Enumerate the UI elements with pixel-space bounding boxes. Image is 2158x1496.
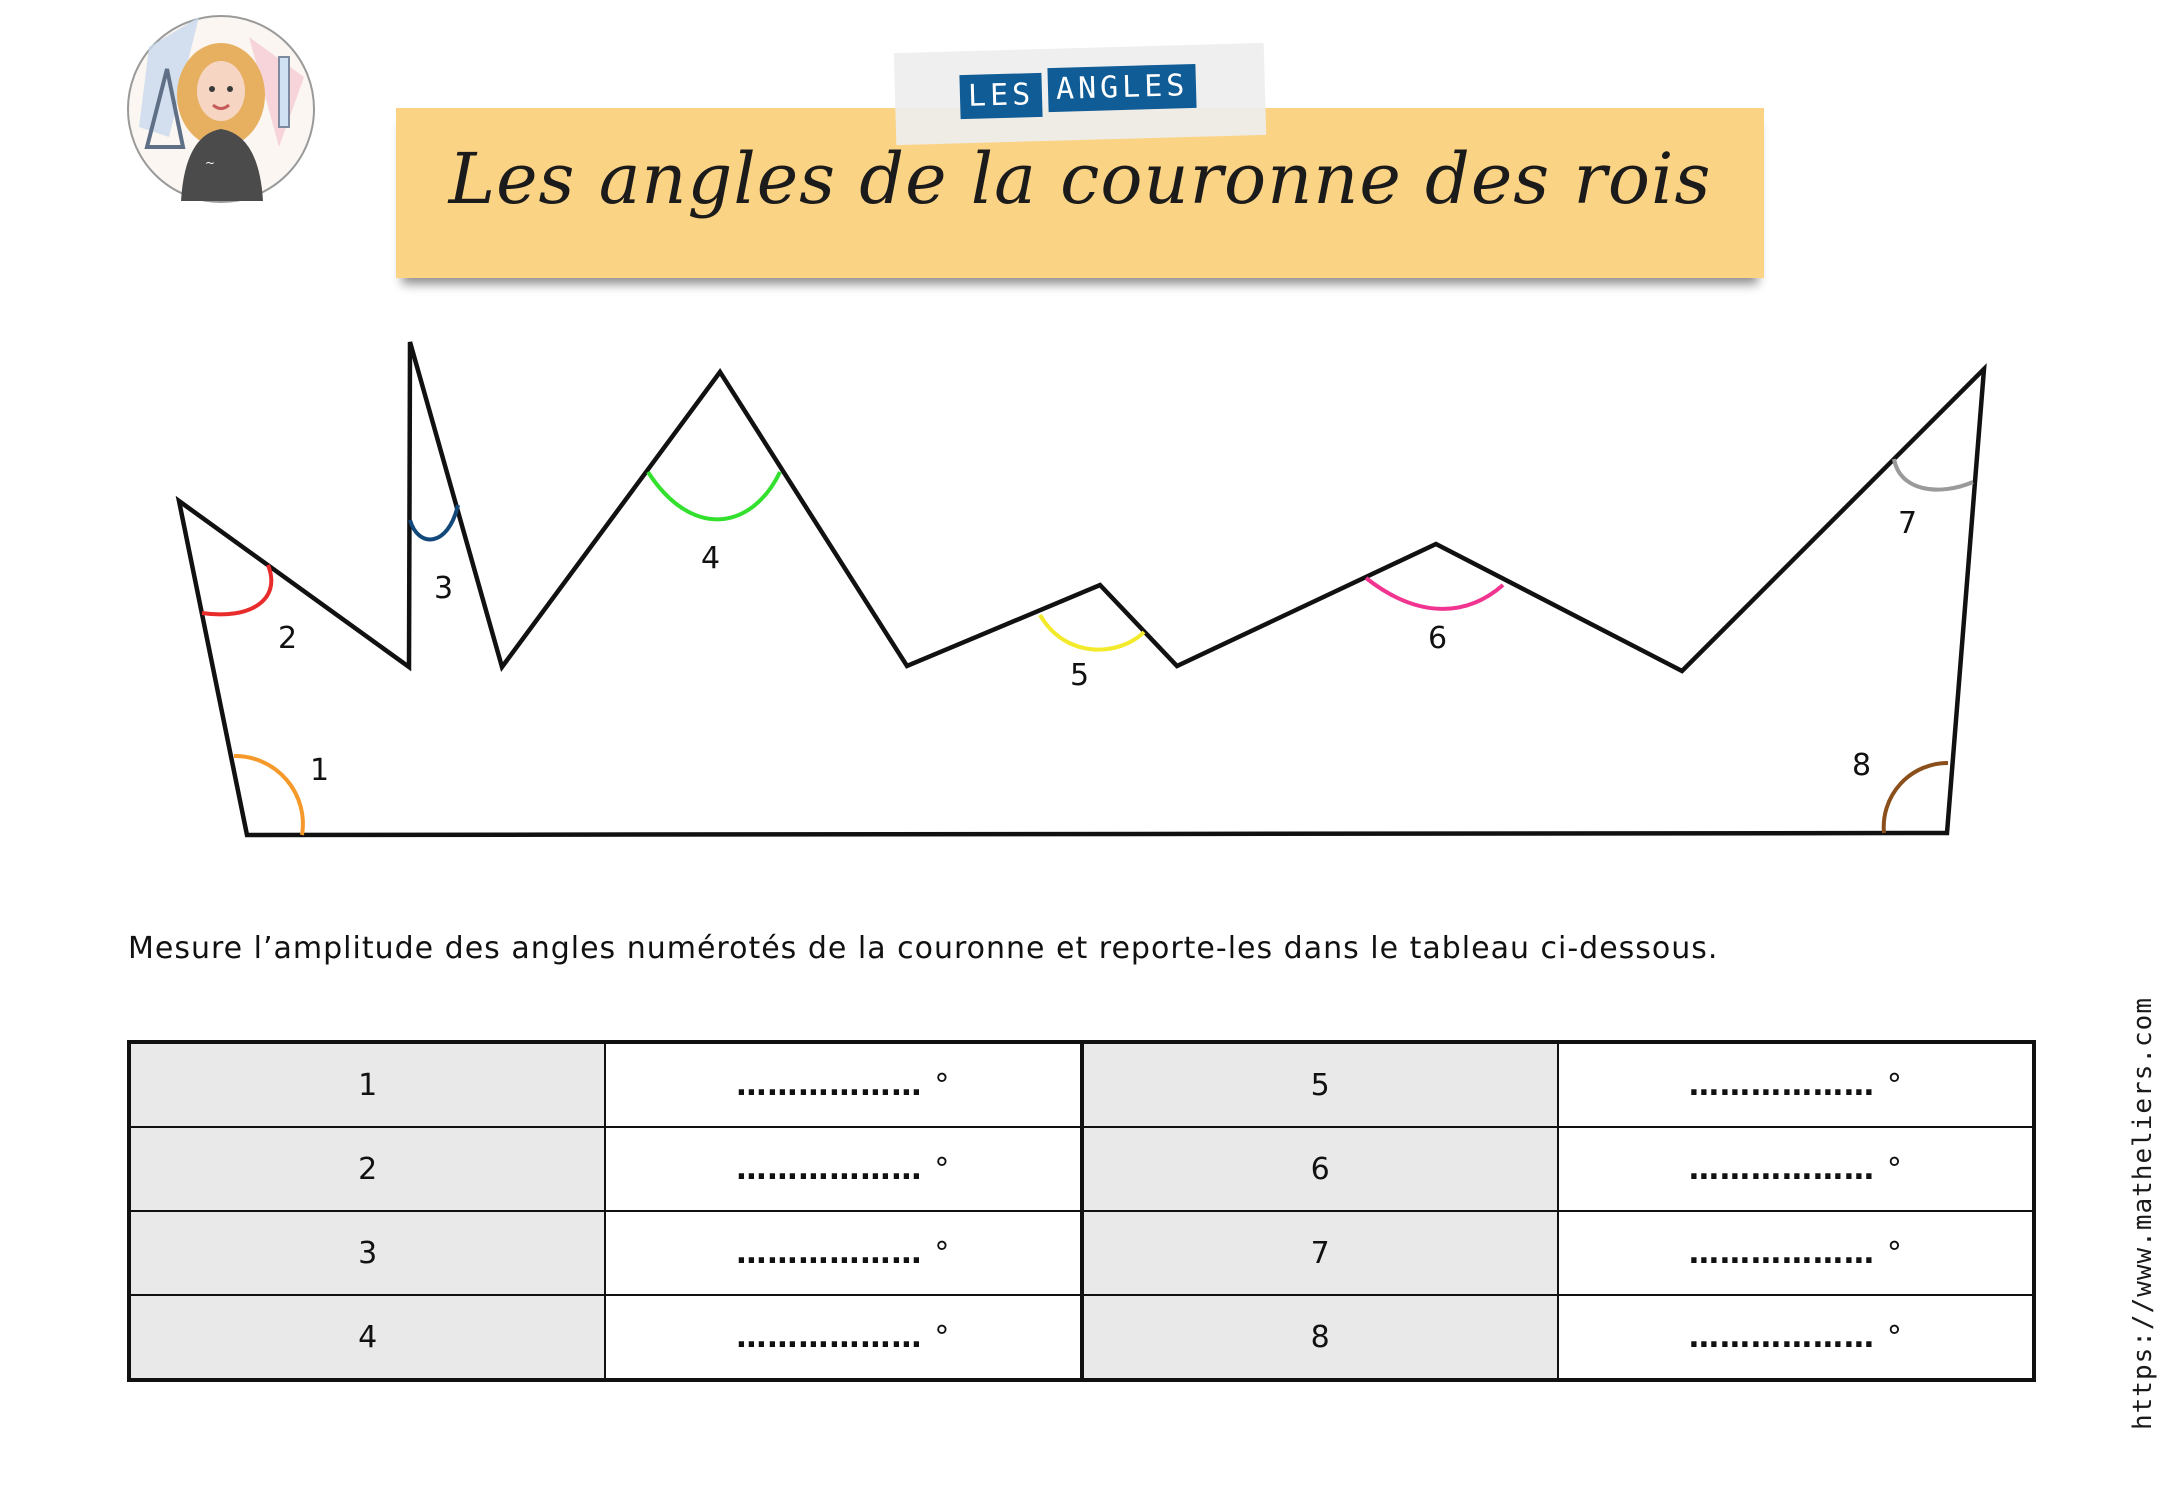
angle-number-cell: 3 (129, 1211, 605, 1295)
answer-blank: ……………… (736, 1235, 923, 1271)
angle-arc-7 (1894, 459, 1973, 490)
answer-blank: ……………… (1688, 1067, 1875, 1103)
degree-symbol: ° (1886, 1151, 1902, 1187)
answer-cell[interactable] (1558, 1127, 2034, 1211)
section-tag-word: LES (959, 73, 1042, 119)
degree-symbol: ° (934, 1319, 950, 1355)
answer-blank: ……………… (736, 1319, 923, 1355)
angle-arc-3 (410, 505, 458, 539)
angle-arc-2 (202, 565, 271, 614)
answer-cell[interactable] (605, 1295, 1081, 1380)
answer-cell[interactable] (1558, 1211, 2034, 1295)
angle-number-cell: 8 (1082, 1295, 1558, 1380)
degree-symbol: ° (934, 1151, 950, 1187)
degree-symbol: ° (1886, 1067, 1902, 1103)
answer-cell[interactable] (605, 1042, 1081, 1127)
degree-symbol: ° (1886, 1319, 1902, 1355)
angle-label-6: 6 (1428, 621, 1448, 656)
angle-label-2: 2 (278, 621, 298, 656)
angle-label-3: 3 (434, 571, 454, 606)
answer-cell[interactable] (1558, 1295, 2034, 1380)
angle-arc-4 (648, 472, 780, 519)
angle-number-cell: 5 (1082, 1042, 1558, 1127)
answer-cell[interactable] (1558, 1042, 2034, 1127)
table-row (129, 1295, 2034, 1380)
section-tag-word: ANGLES (1047, 64, 1197, 112)
angle-arc-6 (1366, 578, 1503, 609)
answer-blank: ……………… (1688, 1235, 1875, 1271)
angle-number-cell: 7 (1082, 1211, 1558, 1295)
answer-blank: ……………… (736, 1151, 923, 1187)
angle-label-8: 8 (1852, 748, 1872, 783)
answer-cell[interactable] (605, 1127, 1081, 1211)
instruction-text: Mesure l’amplitude des angles numérotés de la couronne et reporte-les dans le tableau ci-dessous. (128, 931, 1719, 966)
page-title: Les angles de la couronne des rois (448, 138, 1712, 220)
answer-blank: ……………… (1688, 1151, 1875, 1187)
angle-label-7: 7 (1898, 506, 1918, 541)
answer-table (127, 1040, 2036, 1382)
answer-cell[interactable] (605, 1211, 1081, 1295)
svg-text:~: ~ (205, 156, 216, 170)
website-link[interactable]: https://www.matheliers.com (2128, 997, 2158, 1430)
angle-number-cell: 6 (1082, 1127, 1558, 1211)
angle-number-cell: 4 (129, 1295, 605, 1380)
answer-blank: ……………… (1688, 1319, 1875, 1355)
answer-blank: ……………… (736, 1067, 923, 1103)
table-row (129, 1127, 2034, 1211)
angle-arc-8 (1884, 763, 1948, 833)
degree-symbol: ° (1886, 1235, 1902, 1271)
degree-symbol: ° (934, 1235, 950, 1271)
degree-symbol: ° (934, 1067, 950, 1103)
angle-label-5: 5 (1070, 658, 1090, 693)
angle-number-cell: 1 (129, 1042, 605, 1127)
angle-label-4: 4 (701, 541, 721, 576)
angle-label-1: 1 (310, 753, 330, 788)
angle-number-cell: 2 (129, 1127, 605, 1211)
table-row (129, 1211, 2034, 1295)
angle-arc-5 (1040, 615, 1144, 650)
table-row (129, 1042, 2034, 1127)
